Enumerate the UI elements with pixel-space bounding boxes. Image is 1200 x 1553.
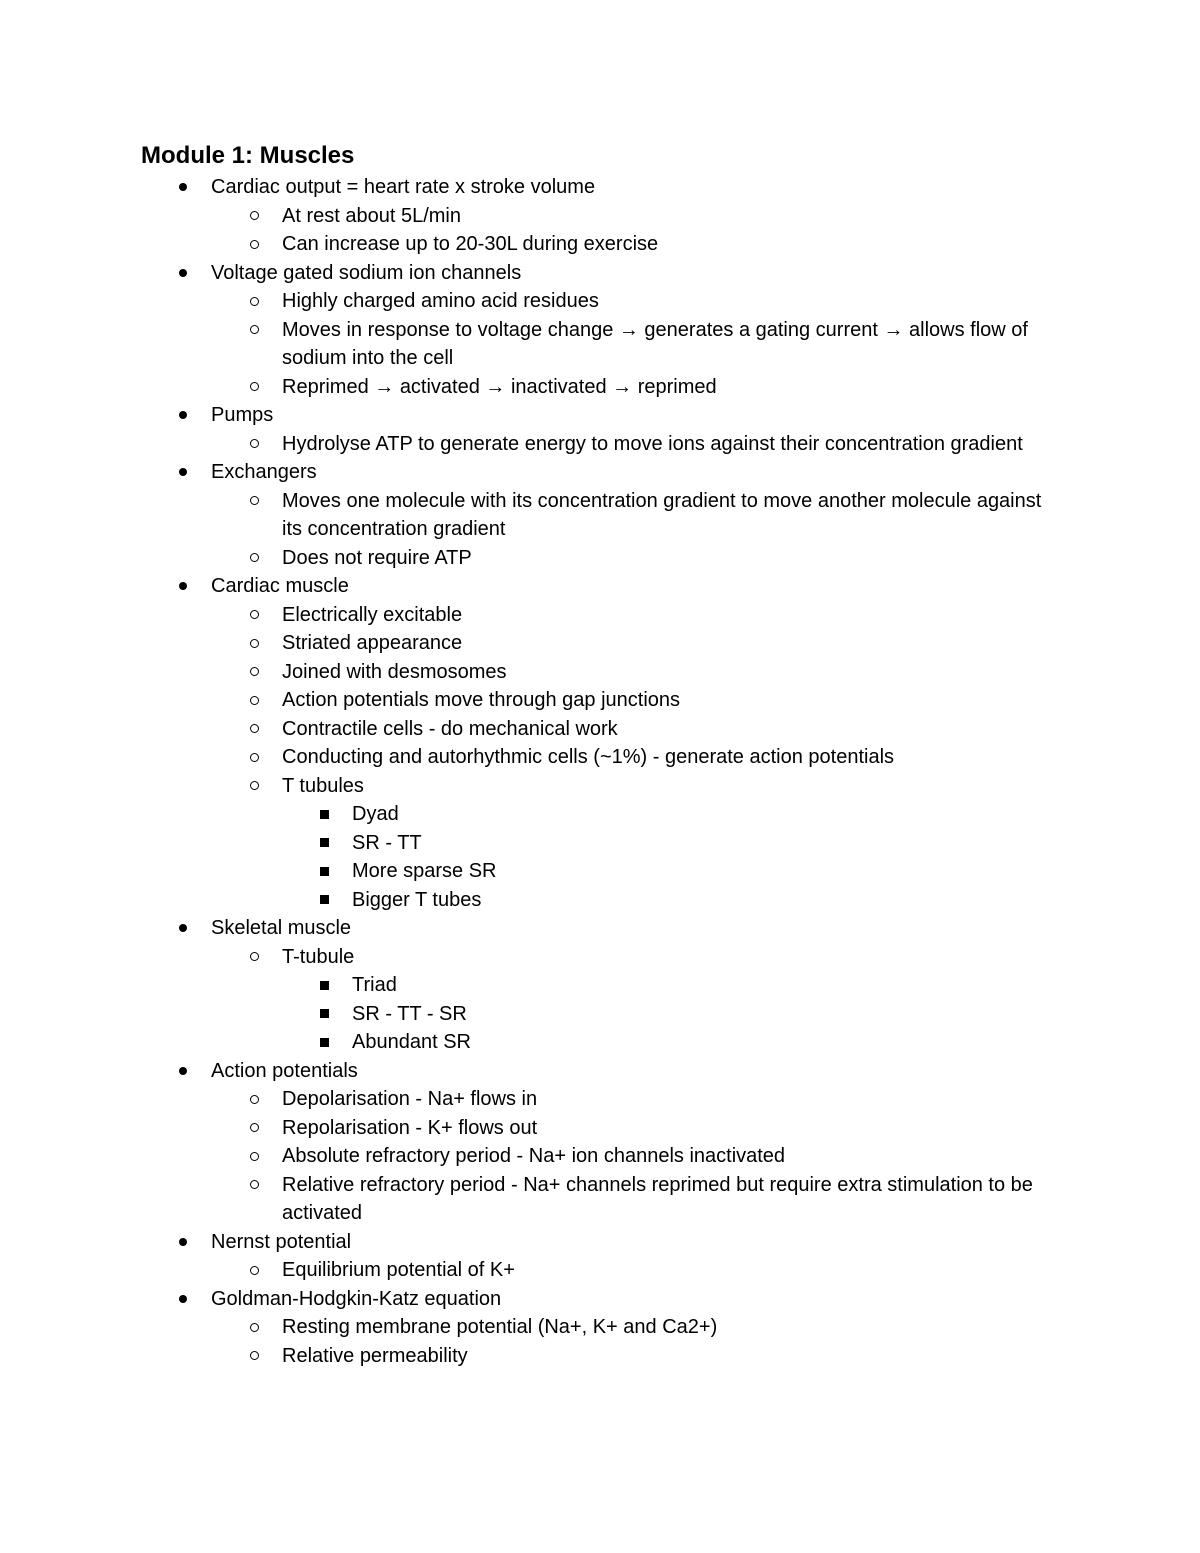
circle-bullet-icon: [246, 202, 262, 231]
list-item-text: T tubules: [282, 774, 364, 797]
list-item-level-2: [0, 316, 1042, 373]
list-item-text: Reprimed → activated → inactivated → reprimed: [282, 375, 717, 398]
page-title: Module 1: Muscles: [141, 142, 355, 169]
list-item-text: Nernst potential: [211, 1230, 352, 1253]
circle-bullet-icon: [246, 487, 262, 516]
list-item-level-3: [0, 971, 1042, 1000]
list-item-text: Depolarisation - Na+ flows in: [282, 1088, 538, 1110]
list-item-text: Goldman-Hodgkin-Katz equation: [211, 1287, 502, 1310]
list-item-level-2: [0, 772, 1042, 801]
list-item-level-3: [0, 857, 1042, 886]
list-item-text: Striated appearance: [282, 632, 463, 654]
list-item-level-2: [0, 1256, 1042, 1285]
list-item-text: Moves one molecule with its concentration gradient to move another molecule against its concentration gradient: [282, 489, 1042, 540]
list-item-text: Relative permeability: [282, 1344, 468, 1367]
list-item-text: Equilibrium potential of K+: [282, 1259, 515, 1281]
list-item-text: T-tubule: [282, 945, 355, 968]
list-item-level-1: [0, 259, 1041, 288]
list-item-level-3: [0, 1028, 1042, 1057]
list-item-text: Cardiac output = heart rate x stroke volume: [211, 176, 596, 198]
list-item-text: Resting membrane potential (Na+, K+ and Ca2+): [282, 1316, 718, 1338]
list-item-text: Joined with desmosomes: [282, 660, 507, 683]
list-item-level-2: [0, 1342, 1042, 1371]
list-item-text: Absolute refractory period - Na+ ion channels inactivated: [282, 1145, 786, 1167]
circle-bullet-icon: [246, 715, 262, 744]
list-item-level-2: [0, 544, 1042, 573]
square-bullet-icon: [316, 1028, 332, 1057]
disc-bullet-icon: [175, 458, 191, 487]
list-item-text: Exchangers: [211, 461, 317, 483]
disc-bullet-icon: [175, 259, 191, 288]
square-bullet-icon: [316, 800, 332, 829]
circle-bullet-icon: [246, 373, 262, 402]
disc-bullet-icon: [175, 572, 191, 601]
circle-bullet-icon: [246, 743, 262, 772]
list-item-level-2: [0, 202, 1042, 231]
list-item-text: Electrically excitable: [282, 603, 463, 626]
notes-list: [0, 173, 1200, 1370]
list-item-text: Moves in response to voltage change → generates a gating current → allows flow of sodium into the cell: [282, 318, 1028, 369]
circle-bullet-icon: [246, 601, 262, 630]
list-item-level-2: [0, 658, 1042, 687]
circle-bullet-icon: [246, 1313, 262, 1342]
list-item-text: Action potentials: [211, 1059, 358, 1082]
list-item-text: Action potentials move through gap junctions: [282, 689, 681, 711]
list-item-text: Relative refractory period - Na+ channels reprimed but require extra stimulation to be activated: [282, 1173, 1033, 1224]
list-item-level-2: [0, 601, 1042, 630]
list-item-text: Highly charged amino acid residues: [282, 290, 599, 312]
list-item-level-1: [0, 458, 1041, 487]
square-bullet-icon: [316, 1000, 332, 1029]
disc-bullet-icon: [175, 914, 191, 943]
circle-bullet-icon: [246, 1256, 262, 1285]
circle-bullet-icon: [246, 1085, 262, 1114]
disc-bullet-icon: [175, 1228, 191, 1257]
list-item-text: Can increase up to 20-30L during exercise: [282, 233, 659, 255]
circle-bullet-icon: [246, 658, 262, 687]
list-item-level-2: [0, 373, 1042, 402]
circle-bullet-icon: [246, 316, 262, 345]
list-item-text: Pumps: [211, 404, 274, 426]
list-item-text: Dyad: [352, 803, 399, 825]
disc-bullet-icon: [175, 401, 191, 430]
list-item-text: At rest about 5L/min: [282, 204, 461, 227]
circle-bullet-icon: [246, 230, 262, 259]
circle-bullet-icon: [246, 1342, 262, 1371]
list-item-level-2: [0, 629, 1042, 658]
list-item-level-1: [0, 1057, 1041, 1086]
list-item-text: SR - TT - SR: [352, 1002, 467, 1025]
circle-bullet-icon: [246, 629, 262, 658]
disc-bullet-icon: [175, 1285, 191, 1314]
circle-bullet-icon: [246, 287, 262, 316]
list-item-text: More sparse SR: [352, 860, 497, 882]
list-item-text: Cardiac muscle: [211, 575, 349, 597]
circle-bullet-icon: [246, 1142, 262, 1171]
square-bullet-icon: [316, 971, 332, 1000]
list-item-level-3: [0, 886, 1042, 915]
list-item-text: Does not require ATP: [282, 546, 472, 569]
list-item-level-2: [0, 943, 1042, 972]
circle-bullet-icon: [246, 1114, 262, 1143]
list-item-level-2: [0, 1142, 1042, 1171]
list-item-text: Abundant SR: [352, 1031, 471, 1053]
circle-bullet-icon: [246, 430, 262, 459]
list-item-level-2: [0, 1171, 1042, 1228]
list-item-level-2: [0, 715, 1042, 744]
square-bullet-icon: [316, 857, 332, 886]
circle-bullet-icon: [246, 686, 262, 715]
list-item-level-3: [0, 1000, 1042, 1029]
list-item-level-1: [0, 1285, 1041, 1314]
list-item-text: Conducting and autorhythmic cells (~1%) - generate action potentials: [282, 746, 895, 768]
list-item-level-1: [0, 572, 1041, 601]
square-bullet-icon: [316, 829, 332, 858]
list-item-level-2: [0, 743, 1042, 772]
list-item-level-2: [0, 686, 1042, 715]
list-item-level-2: [0, 230, 1042, 259]
list-item-text: Contractile cells - do mechanical work: [282, 717, 618, 740]
list-item-text: Voltage gated sodium ion channels: [211, 261, 522, 284]
list-item-level-1: [0, 1228, 1041, 1257]
circle-bullet-icon: [246, 772, 262, 801]
circle-bullet-icon: [246, 544, 262, 573]
list-item-text: Triad: [352, 974, 397, 996]
list-item-text: SR - TT: [352, 831, 422, 854]
list-item-level-2: [0, 1114, 1042, 1143]
list-item-text: Repolarisation - K+ flows out: [282, 1116, 538, 1139]
list-item-level-3: [0, 829, 1042, 858]
list-item-text: Hydrolyse ATP to generate energy to move ions against their concentration gradient: [282, 432, 1023, 455]
list-item-level-3: [0, 800, 1042, 829]
list-item-level-2: [0, 487, 1042, 544]
square-bullet-icon: [316, 886, 332, 915]
list-item-text: Skeletal muscle: [211, 917, 352, 939]
list-item-level-2: [0, 1085, 1042, 1114]
circle-bullet-icon: [246, 943, 262, 972]
disc-bullet-icon: [175, 173, 191, 202]
list-item-level-1: [0, 914, 1041, 943]
list-item-level-2: [0, 430, 1042, 459]
list-item-level-2: [0, 287, 1042, 316]
list-item-level-1: [0, 401, 1041, 430]
list-item-level-2: [0, 1313, 1042, 1342]
list-item-level-1: [0, 173, 1041, 202]
disc-bullet-icon: [175, 1057, 191, 1086]
circle-bullet-icon: [246, 1171, 262, 1200]
list-item-text: Bigger T tubes: [352, 888, 482, 911]
